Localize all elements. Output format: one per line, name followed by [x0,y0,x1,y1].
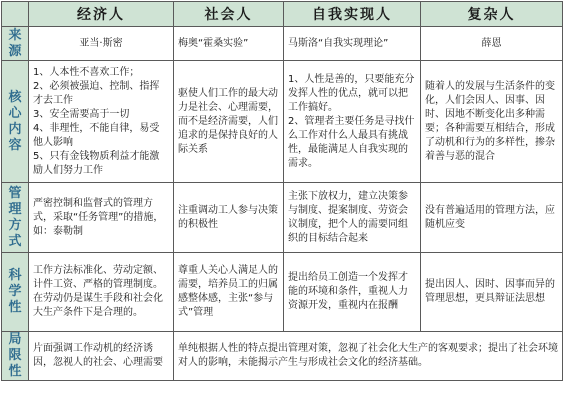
row-source [2,27,563,61]
science-social-man: 尊重人关心人满足人的需要，培养员工的归属感整体感，主张“参与式”管理 [174,253,284,332]
core-complex-man: 随着人的发展与生活条件的变化，人们会因人、因事、因时、因地不断变化出多种需要；各种需要互相结合，形成了动机和行为的多样性，掺杂着善与恶的混合 [421,61,563,183]
row-core-content [2,61,563,183]
label-source: 来源 [2,27,29,61]
manage-complex-man: 没有普遍适用的管理方法，应随机应变 [421,183,563,253]
header-complex-man: 复杂人 [421,2,563,27]
label-limitations: 局限性 [2,332,29,381]
label-scientific-merit: 科学性 [2,253,29,332]
manage-self-actualizing-man: 主张下放权力，建立决策参与制度、提案制度、劳资会议制度，把个人的需要同组织的目标结合起来 [284,183,421,253]
manage-social-man: 注重调动工人参与决策的积极性 [174,183,284,253]
core-social-man: 驱使人们工作的最大动力是社会、心理需要，而不是经济需要，人们追求的是保持良好的人际关系 [174,61,284,183]
core-economic-man-point: 4、非理性，不能自律，易受他人影响 [33,122,160,148]
core-self-actualizing-point: 2、管理者主要任务是寻找什么工作对什么人最具有挑战性，最能满足人自我实现的需求。 [288,115,415,169]
source-economic-man: 亚当·斯密 [29,27,174,61]
source-social-man: 梅奥“霍桑实验” [174,27,284,61]
header-corner [2,2,29,27]
row-management-style [2,183,563,253]
core-self-actualizing-point: 1、人性是善的，只要能充分发挥人性的优点，就可以把工作搞好。 [288,73,415,113]
core-economic-man-point: 1、人本性不喜欢工作； [33,66,140,78]
human-nature-hypotheses-table [1,1,563,381]
label-management-style: 管理方式 [2,183,29,253]
science-self-actualizing-man: 提出给员工创造一个发挥才能的环境和条件，重视人力资源开发，重视内在报酬 [284,253,421,332]
core-economic-man-point: 2、必须被强迫、控制、指挥才去工作 [33,80,160,106]
science-complex-man: 提出因人、因时、因事而异的管理思想，更具辩证法思想 [421,253,563,332]
science-economic-man: 工作方法标准化、劳动定额、计件工资、严格的管理制度。在劳动仍是谋生手段和社会化大生产条件下是合理的。 [29,253,174,332]
source-self-actualizing-man: 马斯洛“自我实现理论” [284,27,421,61]
row-limitations [2,332,563,381]
row-scientific-merit [2,253,563,332]
core-economic-man-point: 3、安全需要高于一切 [33,108,130,120]
header-social-man: 社会人 [174,2,284,27]
header-row [2,2,563,27]
core-self-actualizing-man [284,61,421,183]
limit-other-hypotheses: 单纯根据人性的特点提出管理对策，忽视了社会化大生产的客观要求；提出了社会环境对人的影响，未能揭示产生与形成社会文化的经济基础。 [174,332,563,381]
label-core-content: 核心内容 [2,61,29,183]
limit-economic-man: 片面强调工作动机的经济诱因，忽视人的社会、心理需要 [29,332,174,381]
source-complex-man: 薛恩 [421,27,563,61]
manage-economic-man: 严密控制和监督式的管理方式，采取“任务管理”的措施，如：泰勒制 [29,183,174,253]
header-economic-man: 经济人 [29,2,174,27]
header-self-actualizing-man: 自我实现人 [284,2,421,27]
core-economic-man-point: 5、只有金钱物质利益才能激励人们努力工作 [33,150,160,176]
core-economic-man [29,61,174,183]
